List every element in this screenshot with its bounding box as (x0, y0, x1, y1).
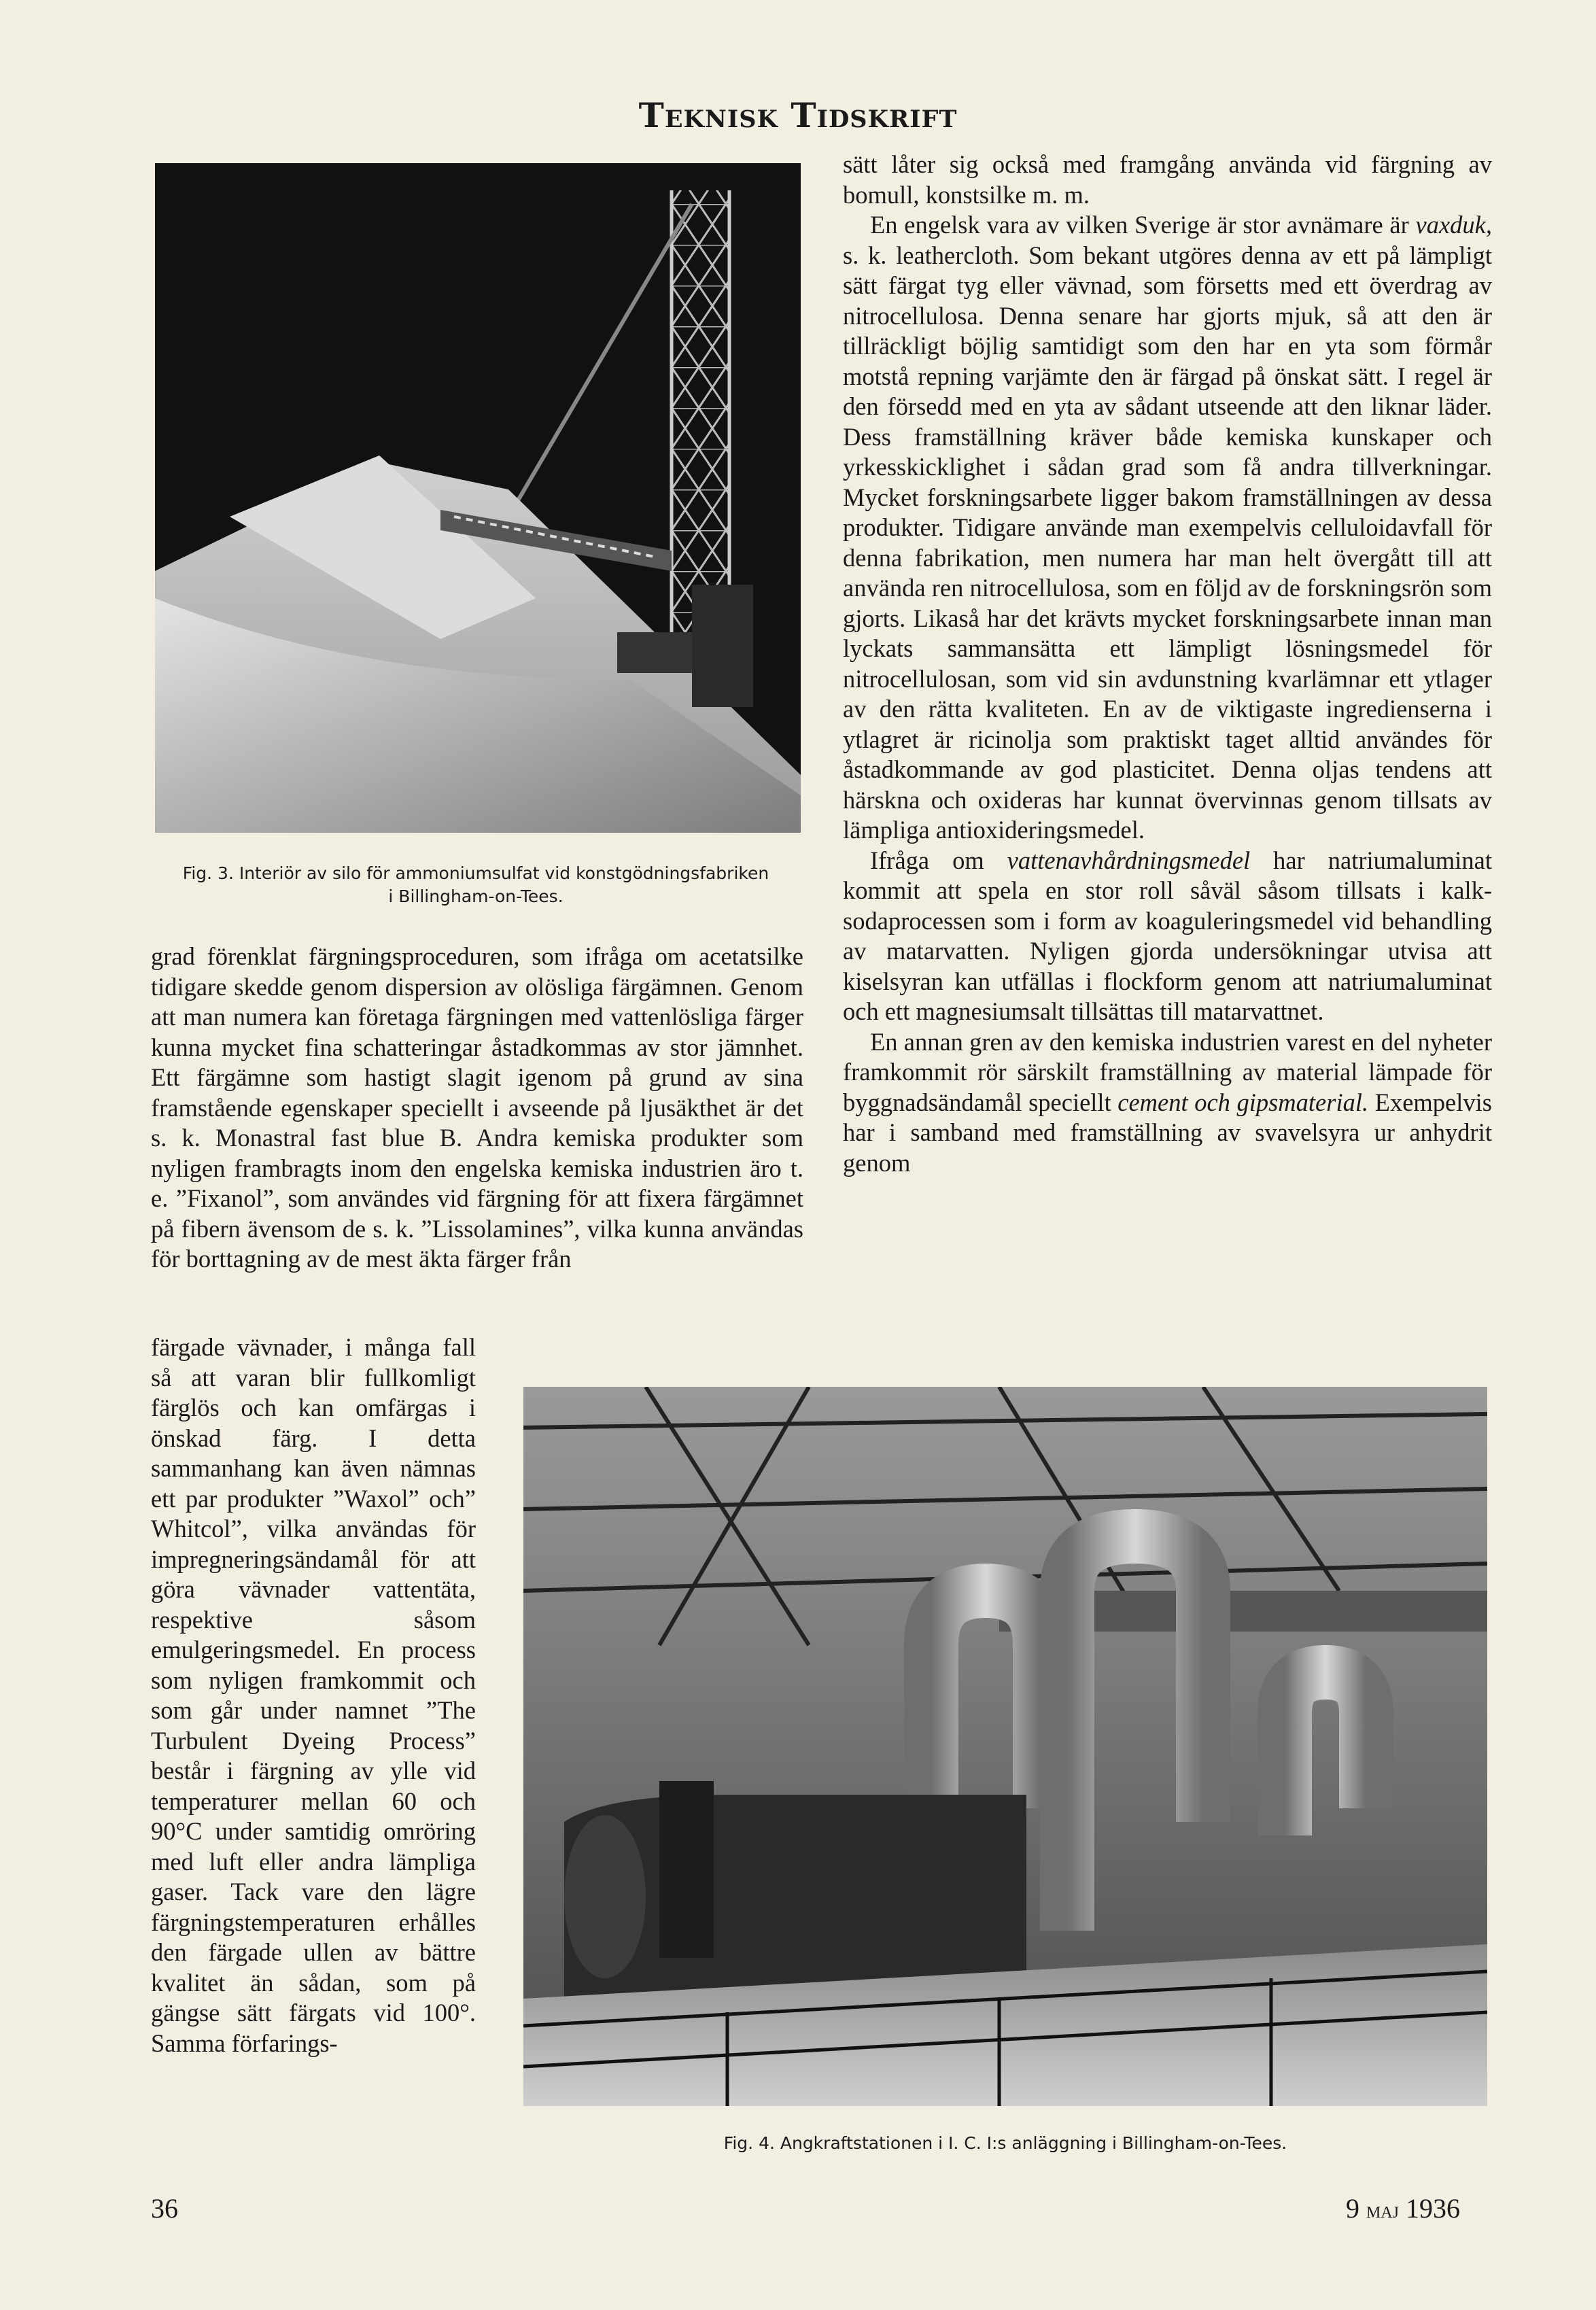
silo-photo-graphic (155, 163, 801, 833)
fig4-photo (523, 1387, 1487, 2106)
right-column-text (843, 150, 1492, 1178)
fig4-caption: Fig. 4. Angkraftstationen i I. C. I:s anläggning i Billingham-on-Tees. (723, 2133, 1287, 2153)
right-paragraph-4: En annan gren av den kemiska industrien varest en del nyheter framkommit rör särskilt framställning av material lämpade för byggnadsändamål speciellt cement och gipsmaterial. Exempelvis har i samband med framställning av svavelsyra ur anhydrit genom (843, 1027, 1492, 1177)
left-narrow-paragraph: färgade vävnader, i många fall så att varan blir fullkomligt färglös och kan omfärgas i önskad färg. I detta sammanhang kan även nämnas ett par produkter ”Waxol” och” Whitcol”, vilka användas för impregneringsändamål för att göra vävnader vattentäta, respektive såsom emulgeringsmedel. En process som nyligen framkommit och som går under namnet ”The Turbulent Dyeing Process” består i färgning av ylle vid temperaturer mellan 60 och 90°C under samtidig omröring med luft eller andra lämpliga gaser. Tack vare den lägre färgningstemperaturen erhålles den färgade ullen av bättre kvalitet än sådan, som på gängse sätt färgats vid 100°. Samma förfarings- (151, 1333, 476, 2057)
left-narrow-column-text (151, 1332, 476, 2058)
issue-date-month: maj (1366, 2198, 1400, 2223)
issue-date (1346, 2192, 1460, 2224)
page-number: 36 (151, 2193, 178, 2224)
left-column-text (151, 942, 803, 1275)
power-station-photo-graphic (523, 1387, 1487, 2106)
left-paragraph: grad förenklat färgningsproceduren, som ifråga om acetatsilke tidigare skedde genom dispersion av olösliga färgämnen. Genom att man numera kan företaga färgningen med vattenlösliga färger kunna mycket fina schatteringar åstadkommas av stor jämnhet. Ett färgämne som hastigt slagit igenom på grund av sina framstående egenskaper speciellt i avseende på ljusäkthet är det s. k. Monastral fast blue B. Andra kemiska produkter som nyligen frambragts inom den engelska kemiska industrien äro t. e. ”Fixanol”, som användes vid färgning för att fixera färgämnet på fibern ävensom de s. k. ”Lissolamines”, vilka kunna användas för borttagning av de mest äkta färger från (151, 942, 803, 1273)
right-paragraph-2: En engelsk vara av vilken Sverige är stor avnämare är vaxduk, s. k. leathercloth. Som bekant utgöres denna av ett på lämpligt sätt färgat tyg eller vävnad, som försetts med ett överdrag av nitrocellulosa. Denna senare har gjorts mjuk, så att den är tillräckligt böjlig samtidigt som den har en yta som förmår motstå repning varjämte den är färgad på önskat sätt. I regel är den försedd med en yta av sådant utseende att den liknar läder. Dess framställning kräver både kemiska kunskaper och yrkesskicklighet i sådan grad som få andra tillverkningar. Mycket forskningsarbete ligger bakom framställningen av dessa produkter. Tidigare använde man exempelvis celluloidavfall för denna fabrikation, men numera har man helt övergått till att använda ren nitrocellulosa, som en följd av de forskningsrön som gjorts. Likaså har det krävts mycket forskningsarbete innan man lyckats sammansätta ett lämpligt lösningsmedel för nitrocellulosan, som vid sin avdunstning kvarlämnar ett ytlager av den rätta kvaliteten. En av de viktigaste ingredienserna i ytlagret är ricinolja som praktiskt taget alltid användes för åstadkommande av god plasticitet. Denna oljas tendens att härskna och oxideras har kunnat övervinnas genom tillsats av lämpliga antioxideringsmedel. (843, 211, 1492, 844)
fig3-photo (155, 163, 801, 833)
right-paragraph-3: Ifråga om vattenavhårdningsmedel har natriumaluminat kommit att spela en stor roll såväl såsom tillsats i kalk-sodaprocessen som i form av koaguleringsmedel vid behandling av matarvatten. Nyligen gjorda undersökningar utvisa att kiselsyran kan utfällas i flockform genom att natriumaluminat och ett magnesiumsalt tillsättas till matarvattnet. (843, 846, 1492, 1025)
right-paragraph-1: sätt låter sig också med framgång använda vid färgning av bomull, konstsilke m. m. (843, 150, 1492, 209)
issue-date-day: 9 (1346, 2193, 1359, 2224)
journal-title: Teknisk Tidskrift (638, 95, 958, 135)
issue-date-year: 1936 (1406, 2193, 1461, 2224)
fig3-caption-line2: i Billingham-on-Tees. (388, 886, 563, 906)
fig3-caption (136, 862, 816, 908)
fig3-caption-line1: Fig. 3. Interiör av silo för ammoniumsulfat vid konstgödningsfabriken (182, 863, 769, 883)
